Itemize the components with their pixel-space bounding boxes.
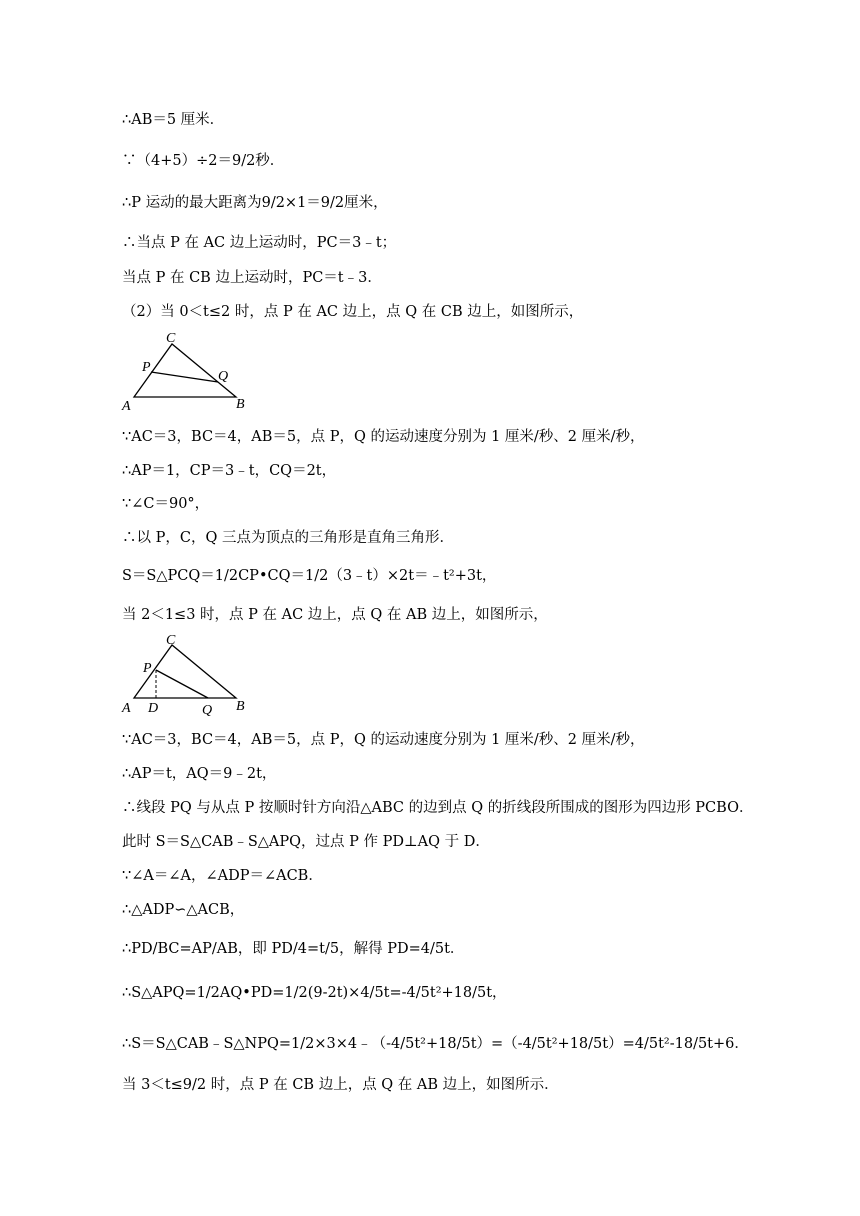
text-line-5: 当点 P 在 CB 边上运动时，PC＝t﹣3．	[122, 270, 382, 286]
text-line-4: ∴当点 P 在 AC 边上运动时，PC＝3﹣t；	[122, 235, 397, 251]
text-line-7: ∵AC＝3，BC＝4，AB＝5，点 P，Q 的运动速度分别为 1 厘米/秒、2 厘米/秒，	[122, 429, 645, 445]
text-line-18: ∴△ADP∽△ACB，	[122, 902, 245, 918]
text-line-9: ∵∠C＝90°，	[122, 496, 210, 512]
text-line-3: ∴P 运动的最大距离为9/2×1＝9/2厘米，	[122, 195, 388, 211]
text-line-1: ∴AB＝5 厘米．	[122, 112, 225, 128]
text-line-11: S＝S△PCQ＝1/2CP•CQ＝1/2（3﹣t）×2t＝﹣t²+3t，	[122, 568, 497, 584]
label-B: B	[236, 699, 245, 714]
text-line-8: ∴AP＝1，CP＝3﹣t，CQ＝2t，	[122, 463, 337, 479]
text-line-10: ∴以 P，C，Q 三点为顶点的三角形是直角三角形．	[122, 530, 454, 546]
triangle-figure-1	[118, 330, 258, 412]
text-line-16: 此时 S＝S△CAB﹣S△APQ，过点 P 作 PD⊥AQ 于 D．	[122, 834, 490, 850]
label-C: C	[166, 633, 176, 648]
text-line-22: 当 3＜t≤9/2 时，点 P 在 CB 边上，点 Q 在 AB 边上，如图所示．	[122, 1077, 559, 1093]
label-Q: Q	[218, 369, 229, 384]
label-P: P	[142, 360, 151, 375]
label-D: D	[148, 701, 159, 716]
text-line-20: ∴S△APQ=1/2AQ•PD=1/2(9-2t)×4/5t=-4/5t²+18/5t，	[122, 985, 507, 1001]
label-Q: Q	[202, 703, 213, 718]
text-line-12: 当 2＜1≤3 时，点 P 在 AC 边上，点 Q 在 AB 边上，如图所示，	[122, 607, 548, 623]
label-A: A	[122, 399, 131, 412]
text-line-13: ∵AC＝3，BC＝4，AB＝5，点 P，Q 的运动速度分别为 1 厘米/秒、2 厘米/秒，	[122, 732, 645, 748]
label-P: P	[143, 661, 152, 676]
label-B: B	[236, 397, 245, 412]
text-line-21: ∴S＝S△CAB﹣S△NPQ=1/2×3×4﹣（-4/5t²+18/5t）=（-4/5t²+18/5t）=4/5t²-18/5t+6．	[122, 1036, 749, 1052]
triangle-figure-2	[118, 632, 258, 718]
text-line-2: ∵（4+5）÷2＝9/2秒．	[122, 153, 285, 169]
label-A: A	[122, 701, 131, 716]
label-C: C	[166, 331, 176, 346]
text-line-14: ∴AP＝t，AQ＝9﹣2t，	[122, 766, 277, 782]
text-line-17: ∵∠A＝∠A，∠ADP＝∠ACB．	[122, 868, 323, 884]
text-line-6: （2）当 0＜t≤2 时，点 P 在 AC 边上，点 Q 在 CB 边上，如图所示，	[122, 304, 584, 320]
text-line-19: ∴PD/BC=AP/AB，即 PD/4=t/5，解得 PD=4/5t．	[122, 941, 465, 957]
text-line-15: ∴线段 PQ 与从点 P 按顺时针方向沿△ABC 的边到点 Q 的折线段所围成的图形为四边形 PCBO．	[122, 800, 754, 816]
